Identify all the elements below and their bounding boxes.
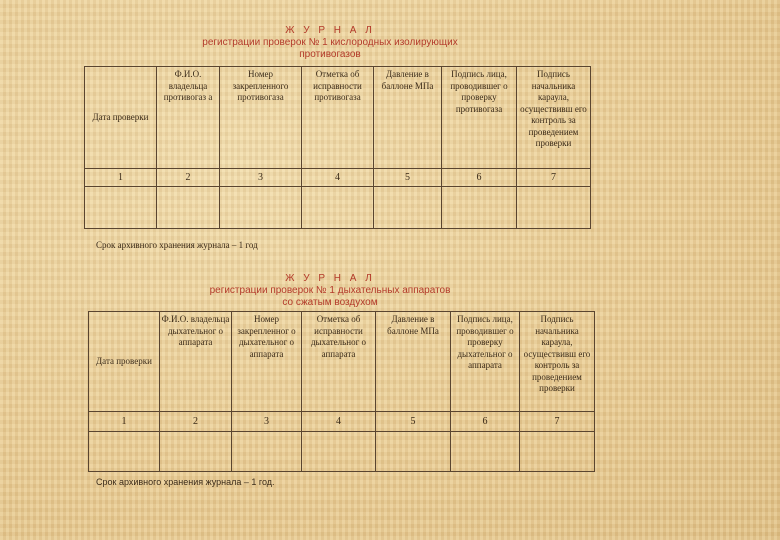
journal2-header-pressure: Давление в баллоне МПа: [376, 312, 451, 412]
journal2-empty-cell[interactable]: [89, 432, 160, 472]
journal1-table: [84, 66, 591, 229]
journal1-header-owner: Ф.И.О. владельца противогаз а: [157, 67, 220, 169]
journal1-empty-row: [85, 187, 591, 229]
journal1-header-chief-signature: Подпись начальника караула, осуществивш его контроль за проведением проверки: [517, 67, 591, 169]
journal2-empty-row: [89, 432, 595, 472]
journal1-empty-cell[interactable]: [517, 187, 591, 229]
journal2-title-subtitle: регистрации проверок № 1 дыхательных аппаратов: [209, 285, 451, 296]
journal1-col-number: 3: [220, 169, 302, 187]
journal1-header-date: Дата проверки: [85, 67, 157, 169]
journal2-empty-cell[interactable]: [302, 432, 376, 472]
journal1-col-number: 2: [157, 169, 220, 187]
journal2-col-number: 7: [520, 412, 595, 432]
journal1-header-row: [85, 67, 591, 169]
journal2-header-row: [89, 312, 595, 412]
journal2-col-number: 2: [160, 412, 232, 432]
journal1-header-inspector-signature: Подпись лица, проводившег о проверку противогаза: [442, 67, 517, 169]
journal1-title-heading: Ж У Р Н А Л: [285, 25, 375, 36]
journal1-title-subtitle: регистрации проверок № 1 кислородных изолирующих: [202, 37, 458, 48]
journal2-number-row: [89, 412, 595, 432]
journal2-col-number: 5: [376, 412, 451, 432]
journal2-title-subtitle-cont: со сжатым воздухом: [282, 297, 378, 308]
journal1-empty-cell[interactable]: [85, 187, 157, 229]
journal2-header-serviceability: Отметка об исправности дыхательног о аппарата: [302, 312, 376, 412]
journal2-col-number: 6: [451, 412, 520, 432]
journal2-empty-cell[interactable]: [160, 432, 232, 472]
journal1-header-number: Номер закрепленного противогаза: [220, 67, 302, 169]
journal2-header-owner: Ф.И.О. владельца дыхательног о аппарата: [160, 312, 232, 412]
journal2-col-number: 3: [232, 412, 302, 432]
journal1-empty-cell[interactable]: [220, 187, 302, 229]
journal2-empty-cell[interactable]: [232, 432, 302, 472]
journal1-number-row: [85, 169, 591, 187]
journal2-col-number: 1: [89, 412, 160, 432]
journal1-title: [180, 25, 480, 61]
journal1-archive-note: Срок архивного хранения журнала – 1 год: [96, 240, 258, 250]
journal2-title-heading: Ж У Р Н А Л: [285, 273, 375, 284]
journal2-archive-note: Срок архивного хранения журнала – 1 год.: [96, 477, 275, 487]
journal1-empty-cell[interactable]: [374, 187, 442, 229]
journal1-empty-cell[interactable]: [157, 187, 220, 229]
journal1-col-number: 5: [374, 169, 442, 187]
journal2-empty-cell[interactable]: [520, 432, 595, 472]
journal2-empty-cell[interactable]: [451, 432, 520, 472]
journal2-col-number: 4: [302, 412, 376, 432]
journal1-header-pressure: Давление в баллоне МПа: [374, 67, 442, 169]
journal1-header-serviceability: Отметка об исправности противогаза: [302, 67, 374, 169]
journal1-title-subtitle-cont: противогазов: [299, 49, 361, 60]
journal1-empty-cell[interactable]: [302, 187, 374, 229]
journal2-header-number: Номер закрепленног о дыхательног о аппарата: [232, 312, 302, 412]
journal2-table: [88, 311, 595, 472]
journal1-col-number: 1: [85, 169, 157, 187]
journal2-title: [180, 273, 480, 309]
journal1-col-number: 4: [302, 169, 374, 187]
journal1-col-number: 6: [442, 169, 517, 187]
journal1-empty-cell[interactable]: [442, 187, 517, 229]
journal2-header-inspector-signature: Подпись лица, проводившег о проверку дыхательног о аппарата: [451, 312, 520, 412]
journal2-empty-cell[interactable]: [376, 432, 451, 472]
journal2-header-date: Дата проверки: [89, 312, 160, 412]
journal1-col-number: 7: [517, 169, 591, 187]
journal2-header-chief-signature: Подпись начальника караула, осуществивш его контроль за проведением проверки: [520, 312, 595, 412]
